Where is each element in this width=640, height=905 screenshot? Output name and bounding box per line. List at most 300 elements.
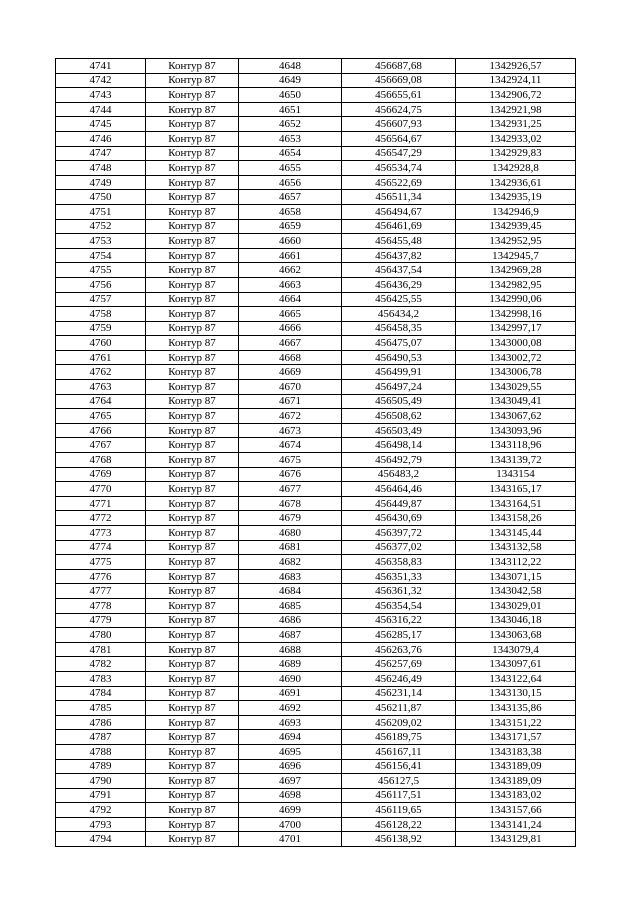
row-number-cell: 4764 [56,394,146,409]
coordinates-table-body [56,59,576,847]
table-row [56,803,576,818]
table-row [56,569,576,584]
coordinates-table [55,58,576,847]
row-number-cell: 4771 [56,496,146,511]
point-number-cell: 4657 [239,190,342,205]
x-coordinate-cell: 456436,29 [342,277,456,292]
y-coordinate-cell: 1342906,72 [456,88,576,103]
x-coordinate-cell: 456475,07 [342,336,456,351]
row-number-cell: 4742 [56,73,146,88]
y-coordinate-cell: 1343132,58 [456,540,576,555]
contour-name-cell: Контур 87 [146,248,239,263]
contour-name-cell: Контур 87 [146,730,239,745]
row-number-cell: 4791 [56,788,146,803]
y-coordinate-cell: 1342926,57 [456,59,576,74]
y-coordinate-cell: 1343118,96 [456,438,576,453]
contour-name-cell: Контур 87 [146,467,239,482]
point-number-cell: 4682 [239,555,342,570]
y-coordinate-cell: 1342939,45 [456,219,576,234]
x-coordinate-cell: 456483,2 [342,467,456,482]
contour-name-cell: Контур 87 [146,131,239,146]
row-number-cell: 4747 [56,146,146,161]
point-number-cell: 4659 [239,219,342,234]
point-number-cell: 4695 [239,744,342,759]
y-coordinate-cell: 1342997,17 [456,321,576,336]
y-coordinate-cell: 1343079,4 [456,642,576,657]
x-coordinate-cell: 456231,14 [342,686,456,701]
point-number-cell: 4649 [239,73,342,88]
y-coordinate-cell: 1343130,15 [456,686,576,701]
table-row [56,657,576,672]
point-number-cell: 4663 [239,277,342,292]
y-coordinate-cell: 1342945,7 [456,248,576,263]
point-number-cell: 4660 [239,234,342,249]
point-number-cell: 4669 [239,365,342,380]
point-number-cell: 4691 [239,686,342,701]
point-number-cell: 4680 [239,526,342,541]
table-row [56,584,576,599]
contour-name-cell: Контур 87 [146,817,239,832]
x-coordinate-cell: 456156,41 [342,759,456,774]
y-coordinate-cell: 1342969,28 [456,263,576,278]
y-coordinate-cell: 1342990,06 [456,292,576,307]
x-coordinate-cell: 456189,75 [342,730,456,745]
y-coordinate-cell: 1342931,25 [456,117,576,132]
x-coordinate-cell: 456119,65 [342,803,456,818]
x-coordinate-cell: 456437,82 [342,248,456,263]
contour-name-cell: Контур 87 [146,409,239,424]
contour-name-cell: Контур 87 [146,569,239,584]
x-coordinate-cell: 456490,53 [342,350,456,365]
y-coordinate-cell: 1342936,61 [456,175,576,190]
table-row [56,715,576,730]
row-number-cell: 4749 [56,175,146,190]
table-row [56,788,576,803]
table-row [56,409,576,424]
point-number-cell: 4674 [239,438,342,453]
x-coordinate-cell: 456492,79 [342,453,456,468]
x-coordinate-cell: 456655,61 [342,88,456,103]
table-row [56,307,576,322]
contour-name-cell: Контур 87 [146,175,239,190]
table-row [56,73,576,88]
contour-name-cell: Контур 87 [146,350,239,365]
point-number-cell: 4701 [239,832,342,847]
point-number-cell: 4670 [239,380,342,395]
contour-name-cell: Контур 87 [146,102,239,117]
point-number-cell: 4673 [239,423,342,438]
contour-name-cell: Контур 87 [146,788,239,803]
contour-name-cell: Контур 87 [146,715,239,730]
contour-name-cell: Контур 87 [146,219,239,234]
point-number-cell: 4652 [239,117,342,132]
contour-name-cell: Контур 87 [146,628,239,643]
x-coordinate-cell: 456211,87 [342,701,456,716]
x-coordinate-cell: 456607,93 [342,117,456,132]
table-row [56,613,576,628]
table-row [56,292,576,307]
point-number-cell: 4667 [239,336,342,351]
point-number-cell: 4672 [239,409,342,424]
contour-name-cell: Контур 87 [146,365,239,380]
x-coordinate-cell: 456464,46 [342,482,456,497]
x-coordinate-cell: 456430,69 [342,511,456,526]
y-coordinate-cell: 1343165,17 [456,482,576,497]
row-number-cell: 4752 [56,219,146,234]
x-coordinate-cell: 456285,17 [342,628,456,643]
y-coordinate-cell: 1342924,11 [456,73,576,88]
y-coordinate-cell: 1343145,44 [456,526,576,541]
table-row [56,628,576,643]
table-row [56,380,576,395]
point-number-cell: 4692 [239,701,342,716]
point-number-cell: 4687 [239,628,342,643]
point-number-cell: 4681 [239,540,342,555]
row-number-cell: 4755 [56,263,146,278]
contour-name-cell: Контур 87 [146,671,239,686]
row-number-cell: 4768 [56,453,146,468]
row-number-cell: 4754 [56,248,146,263]
table-row [56,555,576,570]
y-coordinate-cell: 1343141,24 [456,817,576,832]
table-row [56,321,576,336]
table-row [56,671,576,686]
table-row [56,394,576,409]
y-coordinate-cell: 1343183,02 [456,788,576,803]
row-number-cell: 4762 [56,365,146,380]
row-number-cell: 4776 [56,569,146,584]
table-row [56,453,576,468]
contour-name-cell: Контур 87 [146,453,239,468]
table-row [56,277,576,292]
y-coordinate-cell: 1343042,58 [456,584,576,599]
x-coordinate-cell: 456377,02 [342,540,456,555]
row-number-cell: 4756 [56,277,146,292]
point-number-cell: 4671 [239,394,342,409]
x-coordinate-cell: 456263,76 [342,642,456,657]
x-coordinate-cell: 456505,49 [342,394,456,409]
table-row [56,190,576,205]
row-number-cell: 4773 [56,526,146,541]
point-number-cell: 4686 [239,613,342,628]
x-coordinate-cell: 456316,22 [342,613,456,628]
y-coordinate-cell: 1342933,02 [456,131,576,146]
x-coordinate-cell: 456534,74 [342,161,456,176]
row-number-cell: 4782 [56,657,146,672]
point-number-cell: 4694 [239,730,342,745]
y-coordinate-cell: 1343097,61 [456,657,576,672]
row-number-cell: 4745 [56,117,146,132]
point-number-cell: 4693 [239,715,342,730]
y-coordinate-cell: 1343000,08 [456,336,576,351]
contour-name-cell: Контур 87 [146,686,239,701]
x-coordinate-cell: 456449,87 [342,496,456,511]
point-number-cell: 4655 [239,161,342,176]
contour-name-cell: Контур 87 [146,190,239,205]
contour-name-cell: Контур 87 [146,59,239,74]
y-coordinate-cell: 1343183,38 [456,744,576,759]
row-number-cell: 4767 [56,438,146,453]
row-number-cell: 4792 [56,803,146,818]
contour-name-cell: Контур 87 [146,584,239,599]
contour-name-cell: Контур 87 [146,613,239,628]
table-row [56,59,576,74]
row-number-cell: 4788 [56,744,146,759]
contour-name-cell: Контур 87 [146,482,239,497]
row-number-cell: 4757 [56,292,146,307]
row-number-cell: 4784 [56,686,146,701]
contour-name-cell: Контур 87 [146,774,239,789]
point-number-cell: 4685 [239,598,342,613]
contour-name-cell: Контур 87 [146,146,239,161]
y-coordinate-cell: 1342929,83 [456,146,576,161]
table-row [56,540,576,555]
point-number-cell: 4690 [239,671,342,686]
point-number-cell: 4653 [239,131,342,146]
y-coordinate-cell: 1343154 [456,467,576,482]
row-number-cell: 4790 [56,774,146,789]
row-number-cell: 4774 [56,540,146,555]
y-coordinate-cell: 1343164,51 [456,496,576,511]
x-coordinate-cell: 456508,62 [342,409,456,424]
y-coordinate-cell: 1343067,62 [456,409,576,424]
y-coordinate-cell: 1343002,72 [456,350,576,365]
y-coordinate-cell: 1343151,22 [456,715,576,730]
x-coordinate-cell: 456522,69 [342,175,456,190]
x-coordinate-cell: 456624,75 [342,102,456,117]
table-row [56,146,576,161]
x-coordinate-cell: 456687,68 [342,59,456,74]
row-number-cell: 4780 [56,628,146,643]
point-number-cell: 4679 [239,511,342,526]
row-number-cell: 4765 [56,409,146,424]
contour-name-cell: Контур 87 [146,598,239,613]
contour-name-cell: Контур 87 [146,540,239,555]
point-number-cell: 4698 [239,788,342,803]
point-number-cell: 4696 [239,759,342,774]
row-number-cell: 4750 [56,190,146,205]
y-coordinate-cell: 1342952,95 [456,234,576,249]
contour-name-cell: Контур 87 [146,321,239,336]
row-number-cell: 4746 [56,131,146,146]
row-number-cell: 4794 [56,832,146,847]
table-row [56,102,576,117]
point-number-cell: 4664 [239,292,342,307]
x-coordinate-cell: 456461,69 [342,219,456,234]
x-coordinate-cell: 456361,32 [342,584,456,599]
table-row [56,88,576,103]
table-row [56,336,576,351]
x-coordinate-cell: 456127,5 [342,774,456,789]
table-row [56,248,576,263]
x-coordinate-cell: 456354,54 [342,598,456,613]
table-row [56,817,576,832]
y-coordinate-cell: 1343158,26 [456,511,576,526]
x-coordinate-cell: 456397,72 [342,526,456,541]
point-number-cell: 4683 [239,569,342,584]
contour-name-cell: Контур 87 [146,380,239,395]
point-number-cell: 4656 [239,175,342,190]
table-row [56,759,576,774]
x-coordinate-cell: 456117,51 [342,788,456,803]
contour-name-cell: Контур 87 [146,73,239,88]
point-number-cell: 4697 [239,774,342,789]
y-coordinate-cell: 1343189,09 [456,774,576,789]
row-number-cell: 4770 [56,482,146,497]
contour-name-cell: Контур 87 [146,438,239,453]
y-coordinate-cell: 1343189,09 [456,759,576,774]
table-row [56,263,576,278]
row-number-cell: 4793 [56,817,146,832]
table-row [56,234,576,249]
x-coordinate-cell: 456511,34 [342,190,456,205]
contour-name-cell: Контур 87 [146,511,239,526]
table-row [56,423,576,438]
point-number-cell: 4677 [239,482,342,497]
contour-name-cell: Контур 87 [146,263,239,278]
point-number-cell: 4699 [239,803,342,818]
x-coordinate-cell: 456351,33 [342,569,456,584]
table-row [56,365,576,380]
row-number-cell: 4743 [56,88,146,103]
table-row [56,175,576,190]
row-number-cell: 4748 [56,161,146,176]
contour-name-cell: Контур 87 [146,642,239,657]
row-number-cell: 4779 [56,613,146,628]
y-coordinate-cell: 1342928,8 [456,161,576,176]
table-row [56,526,576,541]
y-coordinate-cell: 1343006,78 [456,365,576,380]
x-coordinate-cell: 456434,2 [342,307,456,322]
table-row [56,496,576,511]
row-number-cell: 4778 [56,598,146,613]
y-coordinate-cell: 1343171,57 [456,730,576,745]
point-number-cell: 4665 [239,307,342,322]
contour-name-cell: Контур 87 [146,423,239,438]
x-coordinate-cell: 456503,49 [342,423,456,438]
contour-name-cell: Контур 87 [146,234,239,249]
contour-name-cell: Контур 87 [146,277,239,292]
contour-name-cell: Контур 87 [146,555,239,570]
point-number-cell: 4676 [239,467,342,482]
y-coordinate-cell: 1343129,81 [456,832,576,847]
x-coordinate-cell: 456257,69 [342,657,456,672]
contour-name-cell: Контур 87 [146,161,239,176]
contour-name-cell: Контур 87 [146,88,239,103]
y-coordinate-cell: 1343112,22 [456,555,576,570]
row-number-cell: 4777 [56,584,146,599]
y-coordinate-cell: 1342982,95 [456,277,576,292]
point-number-cell: 4666 [239,321,342,336]
point-number-cell: 4658 [239,204,342,219]
point-number-cell: 4651 [239,102,342,117]
x-coordinate-cell: 456128,22 [342,817,456,832]
point-number-cell: 4678 [239,496,342,511]
contour-name-cell: Контур 87 [146,394,239,409]
y-coordinate-cell: 1343157,66 [456,803,576,818]
table-row [56,774,576,789]
y-coordinate-cell: 1343139,72 [456,453,576,468]
x-coordinate-cell: 456455,48 [342,234,456,249]
table-row [56,438,576,453]
row-number-cell: 4763 [56,380,146,395]
point-number-cell: 4662 [239,263,342,278]
point-number-cell: 4688 [239,642,342,657]
row-number-cell: 4769 [56,467,146,482]
x-coordinate-cell: 456498,14 [342,438,456,453]
y-coordinate-cell: 1343063,68 [456,628,576,643]
table-row [56,467,576,482]
table-row [56,730,576,745]
row-number-cell: 4761 [56,350,146,365]
table-row [56,219,576,234]
x-coordinate-cell: 456494,67 [342,204,456,219]
contour-name-cell: Контур 87 [146,759,239,774]
y-coordinate-cell: 1343049,41 [456,394,576,409]
row-number-cell: 4789 [56,759,146,774]
row-number-cell: 4772 [56,511,146,526]
row-number-cell: 4759 [56,321,146,336]
table-row [56,511,576,526]
table-row [56,482,576,497]
y-coordinate-cell: 1343093,96 [456,423,576,438]
row-number-cell: 4741 [56,59,146,74]
x-coordinate-cell: 456209,02 [342,715,456,730]
contour-name-cell: Контур 87 [146,803,239,818]
row-number-cell: 4758 [56,307,146,322]
contour-name-cell: Контур 87 [146,307,239,322]
x-coordinate-cell: 456547,29 [342,146,456,161]
table-row [56,204,576,219]
row-number-cell: 4787 [56,730,146,745]
y-coordinate-cell: 1342946,9 [456,204,576,219]
x-coordinate-cell: 456425,55 [342,292,456,307]
row-number-cell: 4753 [56,234,146,249]
contour-name-cell: Контур 87 [146,496,239,511]
point-number-cell: 4668 [239,350,342,365]
table-row [56,161,576,176]
contour-name-cell: Контур 87 [146,526,239,541]
table-row [56,832,576,847]
point-number-cell: 4700 [239,817,342,832]
x-coordinate-cell: 456167,11 [342,744,456,759]
x-coordinate-cell: 456246,49 [342,671,456,686]
contour-name-cell: Контур 87 [146,701,239,716]
x-coordinate-cell: 456499,91 [342,365,456,380]
x-coordinate-cell: 456564,67 [342,131,456,146]
x-coordinate-cell: 456437,54 [342,263,456,278]
x-coordinate-cell: 456669,08 [342,73,456,88]
row-number-cell: 4785 [56,701,146,716]
table-row [56,686,576,701]
point-number-cell: 4684 [239,584,342,599]
table-row [56,117,576,132]
contour-name-cell: Контур 87 [146,657,239,672]
table-row [56,701,576,716]
x-coordinate-cell: 456497,24 [342,380,456,395]
point-number-cell: 4689 [239,657,342,672]
table-row [56,131,576,146]
contour-name-cell: Контур 87 [146,336,239,351]
y-coordinate-cell: 1342998,16 [456,307,576,322]
row-number-cell: 4744 [56,102,146,117]
contour-name-cell: Контур 87 [146,117,239,132]
row-number-cell: 4781 [56,642,146,657]
row-number-cell: 4766 [56,423,146,438]
row-number-cell: 4775 [56,555,146,570]
x-coordinate-cell: 456138,92 [342,832,456,847]
table-row [56,642,576,657]
